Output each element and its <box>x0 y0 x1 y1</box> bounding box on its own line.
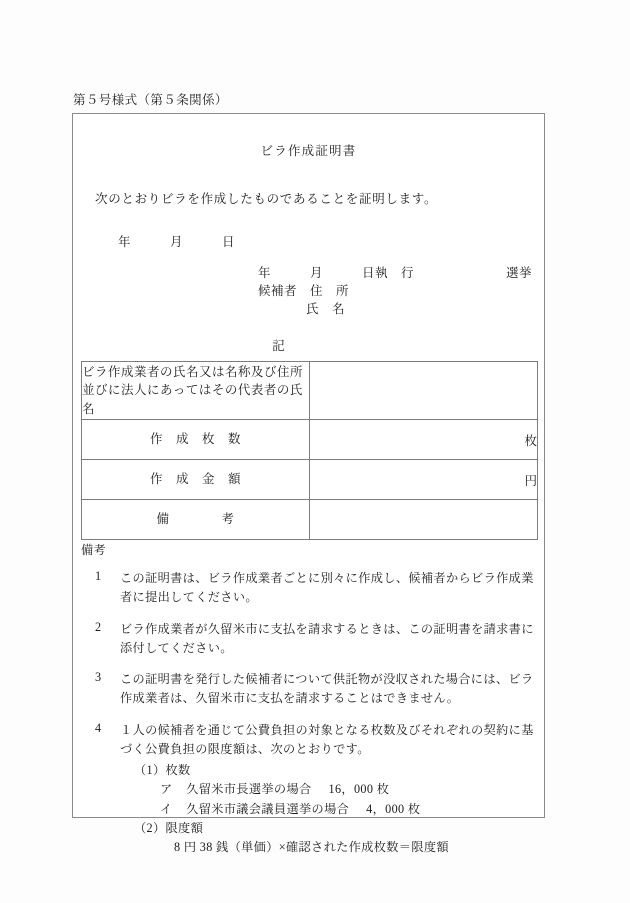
remark-text: １人の候補者を通じて公費負担の対象となる枚数及びそれぞれの契約に基づく公費負担の限度額は、次のとおりです。 <box>120 722 534 756</box>
sub-item-assembly-election <box>134 800 543 819</box>
certificate-table <box>81 361 538 540</box>
sub-item-sheet-count-heading: （1）枚数 <box>134 763 191 778</box>
remarks-heading: 備考 <box>81 543 107 557</box>
candidate-name-label: 氏 名 <box>306 302 346 316</box>
issue-date-line: 年 月 日 <box>118 235 236 249</box>
sheet-count-label-cell <box>82 420 310 460</box>
remark-text-block <box>120 721 543 858</box>
remark-number: 4 <box>95 720 102 735</box>
notes-label: 備 考 <box>156 512 235 527</box>
printer-info-line-1: ビラ作成業者の氏名又は名称及び住所 <box>82 365 304 380</box>
election-date-label: 年 月 日執 行 <box>258 266 415 280</box>
remark-item-4 <box>81 721 543 858</box>
printer-info-line-2: 並びに法人にあってはその代表者の氏 <box>82 383 303 398</box>
sub-item-mayor-election <box>134 780 543 799</box>
table-row <box>82 420 538 460</box>
remark-text: ビラ作成業者が久留米市に支払を請求するときは、この証明書を請求書に添付してください。 <box>120 621 534 655</box>
sub-item-marker: イ <box>160 801 173 816</box>
table-row <box>82 362 538 420</box>
remark-number: 1 <box>95 569 102 583</box>
sub-item-limit-formula: 8 円 38 銭（単価）×確認された作成枚数＝限度額 <box>174 840 449 855</box>
table-row <box>82 500 538 540</box>
document-title: ビラ作成証明書 <box>260 144 357 158</box>
printer-info-value-cell[interactable] <box>310 362 538 420</box>
sheet-count-value-cell[interactable]: 枚 <box>310 420 538 460</box>
remark-item-1 <box>81 569 543 608</box>
sub-item-amount: 4，000 枚 <box>366 801 421 816</box>
form-number: 第５号様式（第５条関係） <box>73 93 228 107</box>
remarks-section <box>81 541 543 869</box>
remark-text: この証明書は、ビラ作成業者ごとに別々に作成し、候補者からビラ作成業者に提出してください。 <box>120 571 534 605</box>
candidate-name-row <box>258 299 546 317</box>
table-row <box>82 460 538 500</box>
certificate-frame <box>72 113 545 855</box>
sub-item-amount: 16，000 枚 <box>328 782 390 797</box>
notes-label-cell <box>82 500 310 540</box>
remark-sub-list <box>120 761 543 857</box>
printer-info-line-3: 名 <box>82 401 96 416</box>
remark-text: この証明書を発行した候補者について供託物が没収された場合には、ビラ作成業者は、久留米市に支払を請求することはできません。 <box>120 672 534 706</box>
kiji-marker: 記 <box>272 339 285 353</box>
sheet-count-label: 作 成 枚 数 <box>149 432 241 447</box>
remark-item-3 <box>81 670 543 709</box>
candidate-address-label: 候補者 住 所 <box>258 284 350 298</box>
amount-value-cell[interactable]: 円 <box>310 460 538 500</box>
candidate-address-row <box>258 281 546 299</box>
notes-value-cell[interactable] <box>310 500 538 540</box>
remark-item-2 <box>81 620 543 659</box>
election-suffix-label: 選挙 <box>505 266 532 280</box>
sub-item-marker: ア <box>160 782 173 797</box>
sub-item-label: 久留米市長選挙の場合 <box>186 782 312 797</box>
election-date-row <box>258 263 546 281</box>
sub-item-limit-heading: （2）限度額 <box>134 820 204 835</box>
recipient-block <box>258 263 546 317</box>
amount-label: 作 成 金 額 <box>149 472 241 487</box>
remark-number: 2 <box>95 619 102 634</box>
lead-statement: 次のとおりビラを作成したものであることを証明します。 <box>95 192 438 206</box>
remark-number: 3 <box>95 670 102 685</box>
printer-info-label-cell <box>82 362 310 420</box>
amount-label-cell <box>82 460 310 500</box>
sub-item-label: 久留米市議会議員選挙の場合 <box>186 801 350 816</box>
